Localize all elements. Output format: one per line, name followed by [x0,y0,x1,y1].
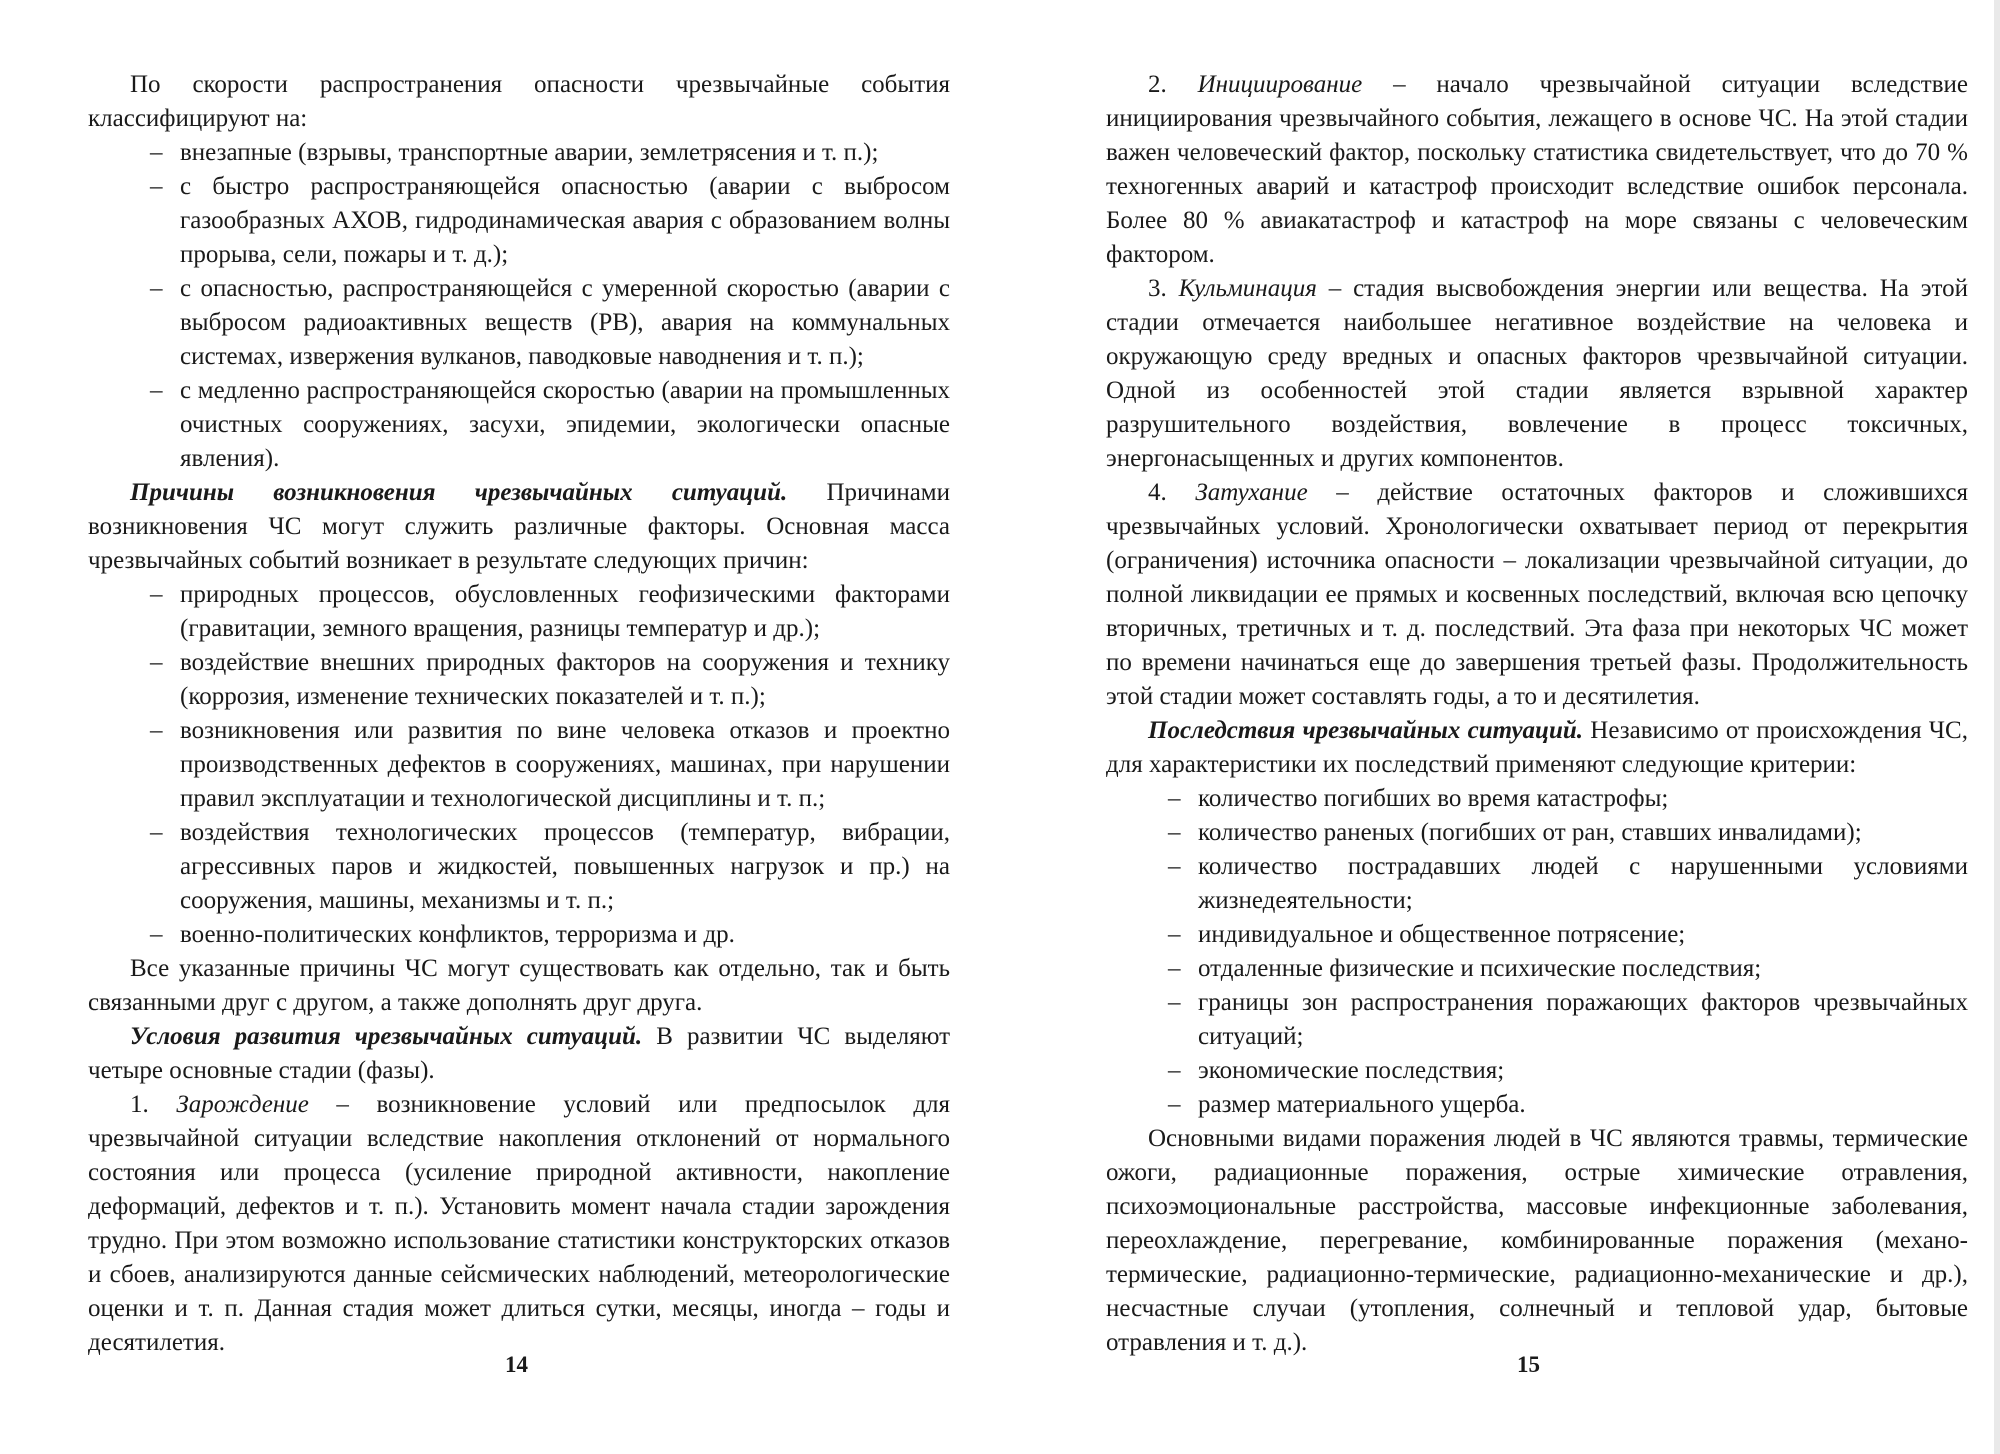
list-item: – размер материального ущерба. [1106,1088,1968,1122]
left-page [88,68,950,1360]
stage-3-text: – стадия высвобождения энергии или вещества. На этой стадии отмечается наибольшее негативное воздействие на человека и окружающую среду вредных и опасных факторов чрезвычайной ситуации. Одной из особенностей этой стадии является взрывной характер разрушительного воздействия, вовлечение в процесс токсичных, энергонасыщенных и других компонентов. [1106,275,1968,472]
stage-3-paragraph [1106,272,1968,476]
list-item: – границы зон распространения поражающих факторов чрезвычайных ситуаций; [1106,986,1968,1054]
stage-2-paragraph [1106,68,1968,272]
consequences-heading: Последствия чрезвычайных ситуаций. [1148,717,1584,744]
list-item: – количество пострадавших людей с нарушенными условиями жизнедеятельности; [1106,850,1968,918]
speed-classification-list [88,136,950,476]
causes-list [88,578,950,952]
conditions-heading: Условия развития чрезвычайных ситуаций. [130,1023,643,1050]
causes-summary: Все указанные причины ЧС могут существовать как отдельно, так и быть связанными друг с другом, а также дополнять друг друга. [88,955,950,1016]
list-item: – возникновения или развития по вине человека отказов и проектно производственных дефектов в сооружениях, машинах, при нарушении правил эксплуатации и технологической дисциплины и т. п.; [88,714,950,816]
page-edge [1994,0,2000,1454]
list-item: – отдаленные физические и психические последствия; [1106,952,1968,986]
list-item: – с опасностью, распространяющейся с умеренной скоростью (аварии с выбросом радиоактивных веществ (РВ), авария на коммунальных системах, извержения вулканов, паводковые наводнения и т. п.); [88,272,950,374]
conditions-text: В развитии ЧС выделяют четыре основные стадии (фазы). [88,1023,950,1084]
stage-4-term: Затухание [1195,479,1308,506]
criteria-list [1106,782,1968,1122]
stage-2-term: Инициирование [1197,71,1363,98]
stage-1-term: Зарождение [176,1091,309,1118]
consequences-text: Независимо от происхождения ЧС, для характеристики их последствий применяют следующие критерии: [1106,717,1968,778]
list-item: – природных процессов, обусловленных геофизическими факторами (гравитации, земного вращения, разницы температур и др.); [88,578,950,646]
list-item: – экономические последствия; [1106,1054,1968,1088]
list-item: – с быстро распространяющейся опасностью (аварии с выбросом газообразных АХОВ, гидродинамическая авария с образованием волны прорыва, сели, пожары и т. д.); [88,170,950,272]
list-item: – индивидуальное и общественное потрясение; [1106,918,1968,952]
page-number-left: 14 [505,1352,528,1377]
stage-1-paragraph [88,1088,950,1360]
list-item: – воздействия технологических процессов (температур, вибрации, агрессивных паров и жидкостей, повышенных нагрузок и пр.) на сооружения, машины, механизмы и т. п.; [88,816,950,918]
causes-paragraph [88,476,950,578]
right-page [1106,68,1968,1360]
list-item: – воздействие внешних природных факторов на сооружения и технику (коррозия, изменение технических показателей и т. п.); [88,646,950,714]
causes-heading: Причины возникновения чрезвычайных ситуаций. [130,479,788,506]
stage-2-text: – начало чрезвычайной ситуации вследствие инициирования чрезвычайного события, лежащего в основе ЧС. На этой стадии важен человеческий фактор, поскольку статистика свидетельствует, что до 70 % техногенных аварий и катастроф происходит вследствие ошибок персонала. Более 80 % авиакатастроф и катастроф на море связаны с человеческим фактором. [1106,71,1969,268]
stage-1-number: 1. [130,1091,177,1118]
list-item: – количество погибших во время катастрофы; [1106,782,1968,816]
stage-1-text: – возникновение условий или предпосылок для чрезвычайной ситуации вследствие накопления отклонений от нормального состояния или процесса (усиление природной активности, накопление деформаций, дефектов и т. п.). Установить момент начала стадии зарождения трудно. При этом возможно использование статистики конструкторских отказов и сбоев, анализируются данные сейсмических наблюдений, метеорологические оценки и т. п. Данная стадия может длиться сутки, месяцы, иногда – годы и десятилетия. [88,1091,951,1356]
injuries-paragraph: Основными видами поражения людей в ЧС являются травмы, термические ожоги, радиационные поражения, острые химические отравления, психоэмоциональные расстройства, массовые инфекционные заболевания, переохлаждение, перегревание, комбинированные поражения (механо-термические, радиационно-термические, радиационно-механические и др.), несчастные случаи (утопления, солнечный и тепловой удар, бытовые отравления и т. д.). [1106,1125,1968,1356]
list-item: – с медленно распространяющейся скоростью (аварии на промышленных очистных сооружениях, засухи, эпидемии, экологически опасные явления). [88,374,950,476]
list-item: – внезапные (взрывы, транспортные аварии, землетрясения и т. п.); [88,136,950,170]
conditions-paragraph [88,1020,950,1088]
intro-paragraph: По скорости распространения опасности чрезвычайные события классифицируют на: [88,71,950,132]
list-item: – количество раненых (погибших от ран, ставших инвалидами); [1106,816,1968,850]
stage-4-number: 4. [1148,479,1196,506]
causes-text: Причинами возникновения ЧС могут служить различные факторы. Основная масса чрезвычайных событий возникает в результате следующих причин: [88,479,950,574]
list-item: – военно-политических конфликтов, терроризма и др. [88,918,950,952]
page-number-right: 15 [1517,1352,1540,1377]
stage-4-paragraph [1106,476,1968,714]
stage-3-number: 3. [1148,275,1179,302]
stage-2-number: 2. [1148,71,1198,98]
stage-3-term: Кульминация [1178,275,1317,302]
consequences-paragraph [1106,714,1968,782]
stage-4-text: – действие остаточных факторов и сложившихся чрезвычайных условий. Хронологически охватывает период от перекрытия (ограничения) источника опасности – локализации чрезвычайной ситуации, до полной ликвидации ее прямых и косвенных последствий, включая всю цепочку вторичных, третичных и т. д. последствий. Эта фаза при некоторых ЧС может по времени начинаться еще до завершения третьей фазы. Продолжительность этой стадии может составлять годы, а то и десятилетия. [1106,479,1968,710]
